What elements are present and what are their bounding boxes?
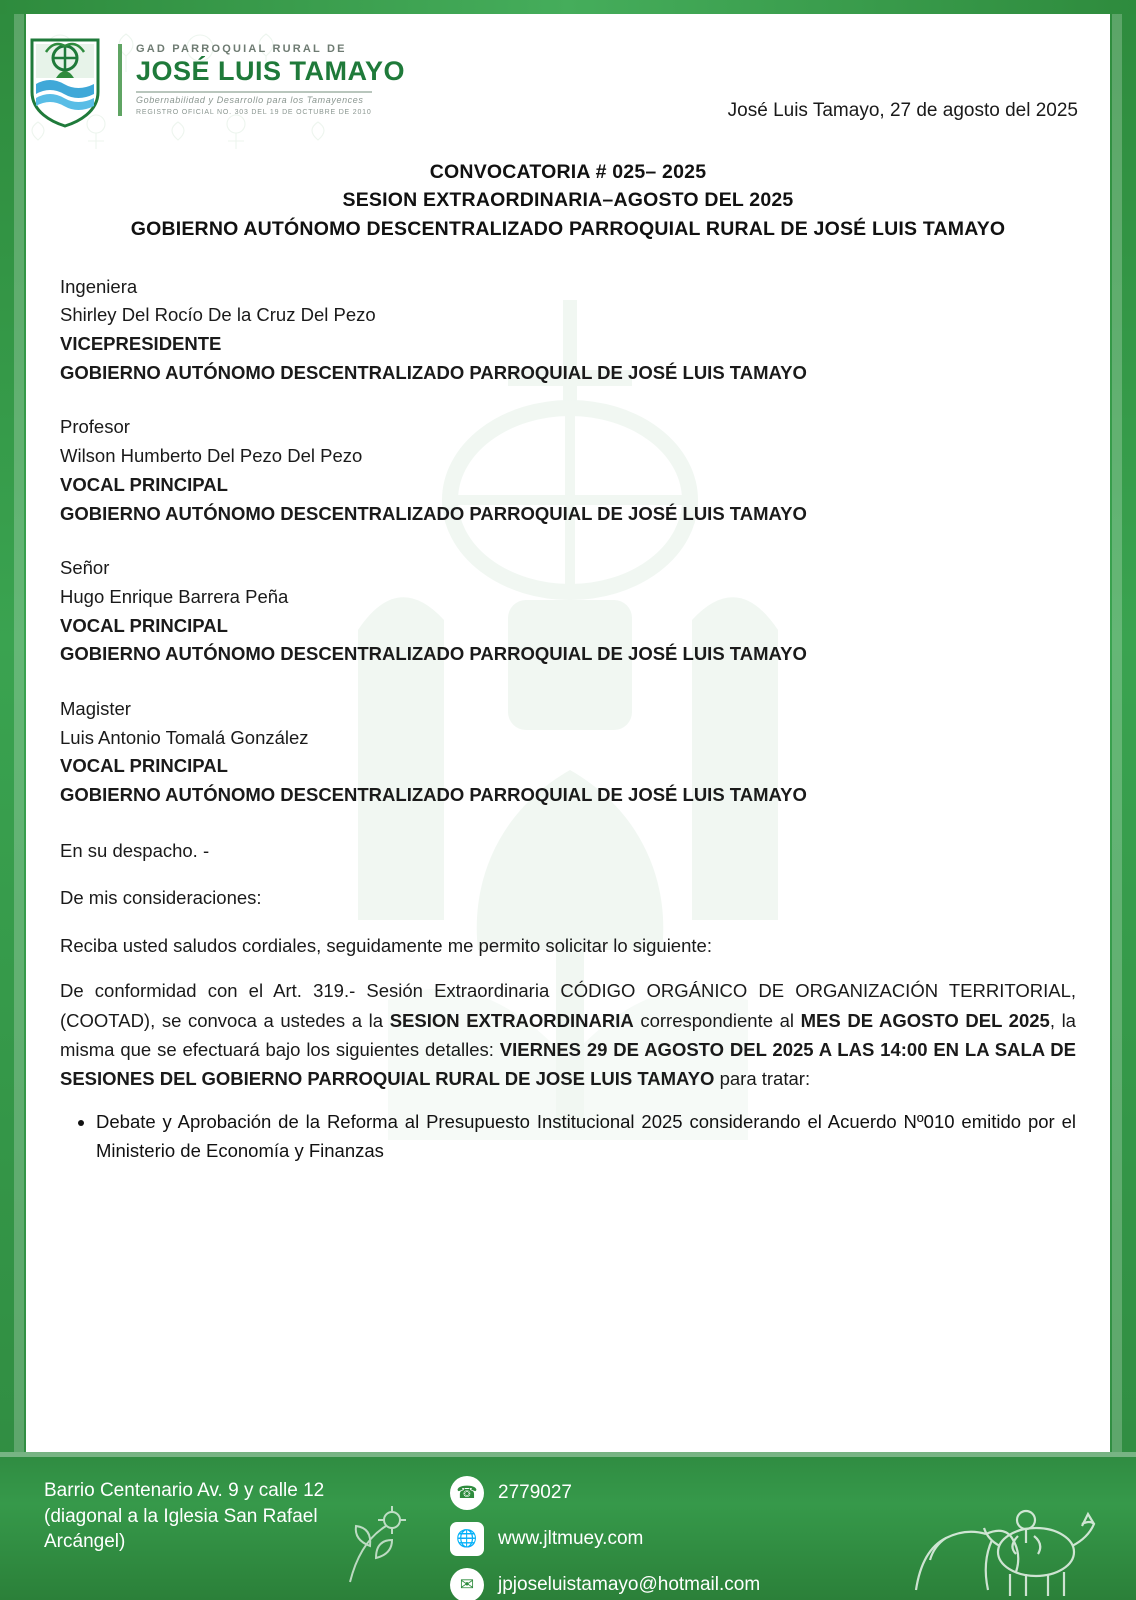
recipient-block bbox=[60, 695, 1076, 810]
footer-website[interactable] bbox=[450, 1522, 760, 1556]
horse-rider-decoration-icon bbox=[876, 1480, 1126, 1600]
website-url: www.jltmuey.com bbox=[498, 1528, 644, 1549]
title-line-3: GOBIERNO AUTÓNOMO DESCENTRALIZADO PARROQUIAL RURAL DE JOSÉ LUIS TAMAYO bbox=[130, 217, 1006, 240]
document-footer bbox=[0, 1452, 1136, 1600]
main-b3: VIERNES 29 DE AGOSTO DEL 2025 A LAS 14:00 EN LA SALA DE SESIONES DEL GOBIERNO PARROQUIAL RURAL DE JOSE LUIS TAMAYO bbox=[60, 1038, 1076, 1089]
recipient-salutation: Magister bbox=[60, 697, 131, 719]
main-p1: De conformidad con el Art. 319.- Sesión Extraordinaria CÓDIGO ORGÁNICO DE ORGANIZACIÓN TERRITORIAL, (COOTAD), se convoca a ustedes a la bbox=[60, 980, 1076, 1031]
recipient-role: VOCAL PRINCIPAL bbox=[60, 755, 228, 777]
agenda-list bbox=[60, 1107, 1076, 1165]
agenda-item: • Debate y Aprobación de la Reforma al Presupuesto Institucional 2025 considerando el Acuerdo Nº010 emitido por el Ministerio de Economía y Finanzas bbox=[96, 1107, 1076, 1165]
left-green-border bbox=[0, 0, 26, 1600]
address-line-2: (diagonal a la Iglesia San Rafael bbox=[44, 1505, 318, 1527]
phone-icon: ☎ bbox=[450, 1476, 484, 1510]
main-b1: SESION EXTRAORDINARIA bbox=[389, 1009, 634, 1031]
address-line-3: Arcángel) bbox=[44, 1531, 126, 1553]
document-content bbox=[26, 158, 1110, 1170]
main-p4: para tratar: bbox=[714, 1067, 811, 1089]
envelope-icon: ✉ bbox=[450, 1568, 484, 1600]
recipient-name: Luis Antonio Tomalá González bbox=[60, 726, 309, 748]
recipient-block bbox=[60, 413, 1076, 528]
phone-number: 2779027 bbox=[498, 1482, 572, 1503]
recipient-salutation: Señor bbox=[60, 557, 110, 579]
main-p3: , la misma que se efectuará bajo los siguientes detalles: bbox=[60, 1009, 1076, 1060]
recipients-list bbox=[60, 273, 1076, 810]
main-paragraph bbox=[60, 976, 1076, 1093]
main-b2: MES DE AGOSTO DEL 2025 bbox=[800, 1009, 1050, 1031]
document-header bbox=[0, 18, 1136, 148]
despacho-line: En su despacho. - bbox=[60, 839, 210, 861]
footer-phone[interactable] bbox=[450, 1476, 760, 1510]
title-line-1: CONVOCATORIA # 025– 2025 bbox=[429, 161, 707, 183]
main-p2: correspondiente al bbox=[633, 1009, 801, 1031]
institution-logo bbox=[26, 32, 405, 128]
right-green-border bbox=[1110, 0, 1136, 1600]
recipient-salutation: Profesor bbox=[60, 416, 130, 438]
footer-email[interactable] bbox=[450, 1568, 760, 1600]
recipient-entity: GOBIERNO AUTÓNOMO DESCENTRALIZADO PARROQUIAL DE JOSÉ LUIS TAMAYO bbox=[60, 783, 807, 805]
consideraciones-line: De mis consideraciones: bbox=[60, 887, 262, 909]
document-date: José Luis Tamayo, 27 de agosto del 2025 bbox=[727, 100, 1078, 121]
recipient-block bbox=[60, 554, 1076, 669]
logo-slogan: Gobernabilidad y Desarrollo para los Tamayences bbox=[136, 94, 364, 105]
recipient-name: Wilson Humberto Del Pezo Del Pezo bbox=[60, 445, 363, 467]
footer-address bbox=[44, 1478, 324, 1555]
address-line-1: Barrio Centenario Av. 9 y calle 12 bbox=[44, 1480, 325, 1501]
recipient-role: VICEPRESIDENTE bbox=[60, 333, 222, 355]
recipient-entity: GOBIERNO AUTÓNOMO DESCENTRALIZADO PARROQUIAL DE JOSÉ LUIS TAMAYO bbox=[60, 643, 807, 665]
recipient-entity: GOBIERNO AUTÓNOMO DESCENTRALIZADO PARROQUIAL DE JOSÉ LUIS TAMAYO bbox=[60, 502, 807, 524]
logo-registry: REGISTRO OFICIAL NO. 303 DEL 19 DE OCTUBRE DE 2010 bbox=[136, 108, 372, 116]
title-line-2: SESION EXTRAORDINARIA–AGOSTO DEL 2025 bbox=[342, 189, 794, 212]
recipient-role: VOCAL PRINCIPAL bbox=[60, 614, 228, 636]
logo-line2: JOSÉ LUIS TAMAYO bbox=[136, 56, 406, 87]
recipient-entity: GOBIERNO AUTÓNOMO DESCENTRALIZADO PARROQUIAL DE JOSÉ LUIS TAMAYO bbox=[60, 361, 807, 383]
plant-decoration-icon bbox=[330, 1502, 420, 1592]
logo-divider bbox=[118, 44, 122, 116]
recipient-name: Hugo Enrique Barrera Peña bbox=[60, 585, 289, 607]
logo-rule bbox=[136, 91, 372, 93]
recipient-salutation: Ingeniera bbox=[60, 275, 138, 297]
email-address: jpjoseluistamayo@hotmail.com bbox=[498, 1574, 761, 1595]
document-title bbox=[60, 158, 1076, 243]
globe-icon: 🌐 bbox=[450, 1522, 484, 1556]
top-green-band bbox=[0, 0, 1136, 14]
logo-line1: GAD PARROQUIAL RURAL DE bbox=[136, 42, 347, 55]
greeting-line: Reciba usted saludos cordiales, seguidamente me permito solicitar lo siguiente: bbox=[60, 934, 712, 956]
footer-contacts bbox=[450, 1476, 760, 1600]
footer-divider bbox=[0, 1452, 1136, 1457]
recipient-block bbox=[60, 273, 1076, 388]
coat-of-arms-icon bbox=[26, 32, 104, 128]
recipient-role: VOCAL PRINCIPAL bbox=[60, 473, 228, 495]
recipient-name: Shirley Del Rocío De la Cruz Del Pezo bbox=[60, 304, 376, 326]
